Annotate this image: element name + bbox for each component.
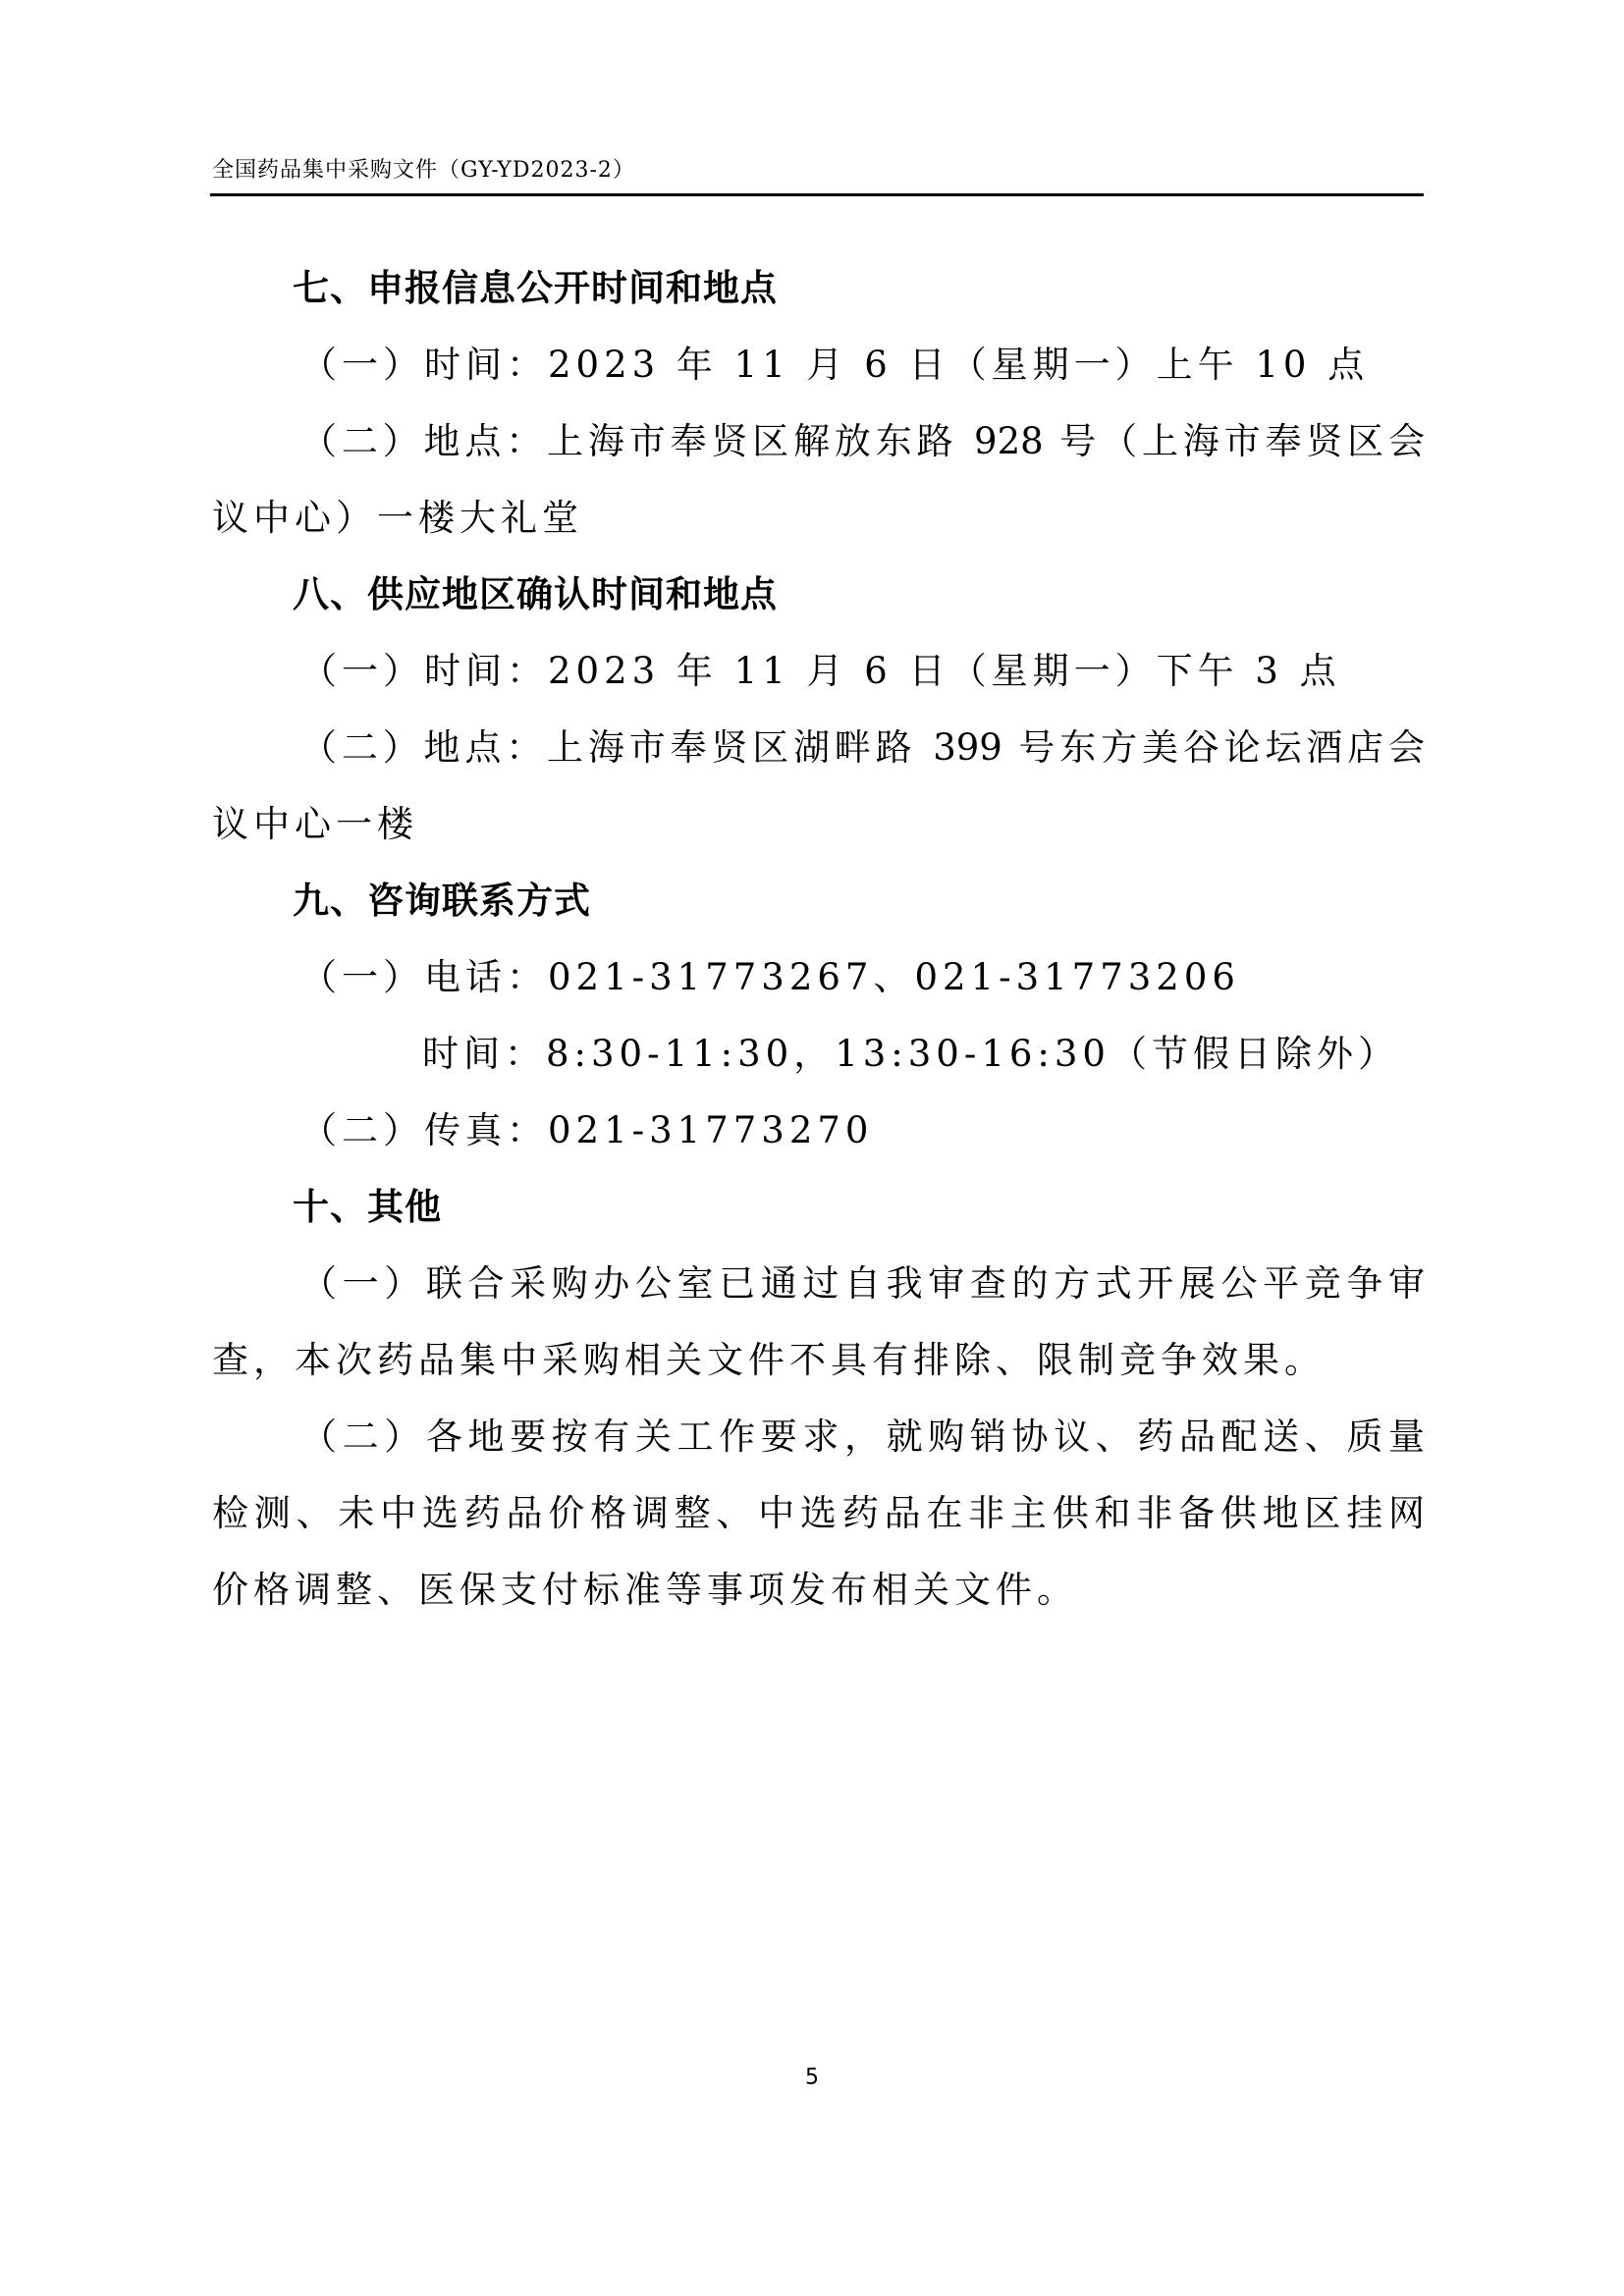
header-rule xyxy=(210,193,1424,196)
page-number: 5 xyxy=(805,2065,819,2090)
s10-item1-line1: （一）联合采购办公室已通过自我审查的方式开展公平竞争审 xyxy=(300,1262,1425,1305)
s8-place-line2: 议中心一楼 xyxy=(212,803,418,845)
s10-item1-line2: 查，本次药品集中采购相关文件不具有排除、限制竞争效果。 xyxy=(212,1339,1326,1381)
s8-time: （一）时间：2023 年 11 月 6 日（星期一）下午 3 点 xyxy=(300,650,1341,692)
s9-fax: （二）传真：021-31773270 xyxy=(300,1109,874,1151)
s9-hours: 时间：8:30-11:30，13:30-16:30（节假日除外） xyxy=(422,1033,1399,1075)
section-heading-9: 九、咨询联系方式 xyxy=(293,880,591,922)
running-header: 全国药品集中采购文件（GY-YD2023-2） xyxy=(212,158,635,183)
section-heading-7: 七、申报信息公开时间和地点 xyxy=(293,267,778,309)
s9-phone: （一）电话：021-31773267、021-31773206 xyxy=(300,956,1240,998)
s7-time: （一）时间：2023 年 11 月 6 日（星期一）上午 10 点 xyxy=(300,344,1370,386)
s8-place-line1: （二）地点：上海市奉贤区湖畔路 399 号东方美谷论坛酒店会 xyxy=(300,726,1425,769)
document-body xyxy=(212,250,1425,1629)
s10-item2-line1: （二）各地要按有关工作要求，就购销协议、药品配送、质量 xyxy=(300,1415,1425,1458)
s10-item2-line2: 检测、未中选药品价格调整、中选药品在非主供和非备供地区挂网 xyxy=(212,1492,1425,1534)
s7-place-line2: 议中心）一楼大礼堂 xyxy=(212,497,583,539)
s10-item2-line3: 价格调整、医保支付标准等事项发布相关文件。 xyxy=(212,1569,1078,1611)
section-heading-10: 十、其他 xyxy=(293,1186,442,1228)
s7-place-line1: （二）地点：上海市奉贤区解放东路 928 号（上海市奉贤区会 xyxy=(300,420,1425,462)
section-heading-8: 八、供应地区确认时间和地点 xyxy=(293,573,778,615)
